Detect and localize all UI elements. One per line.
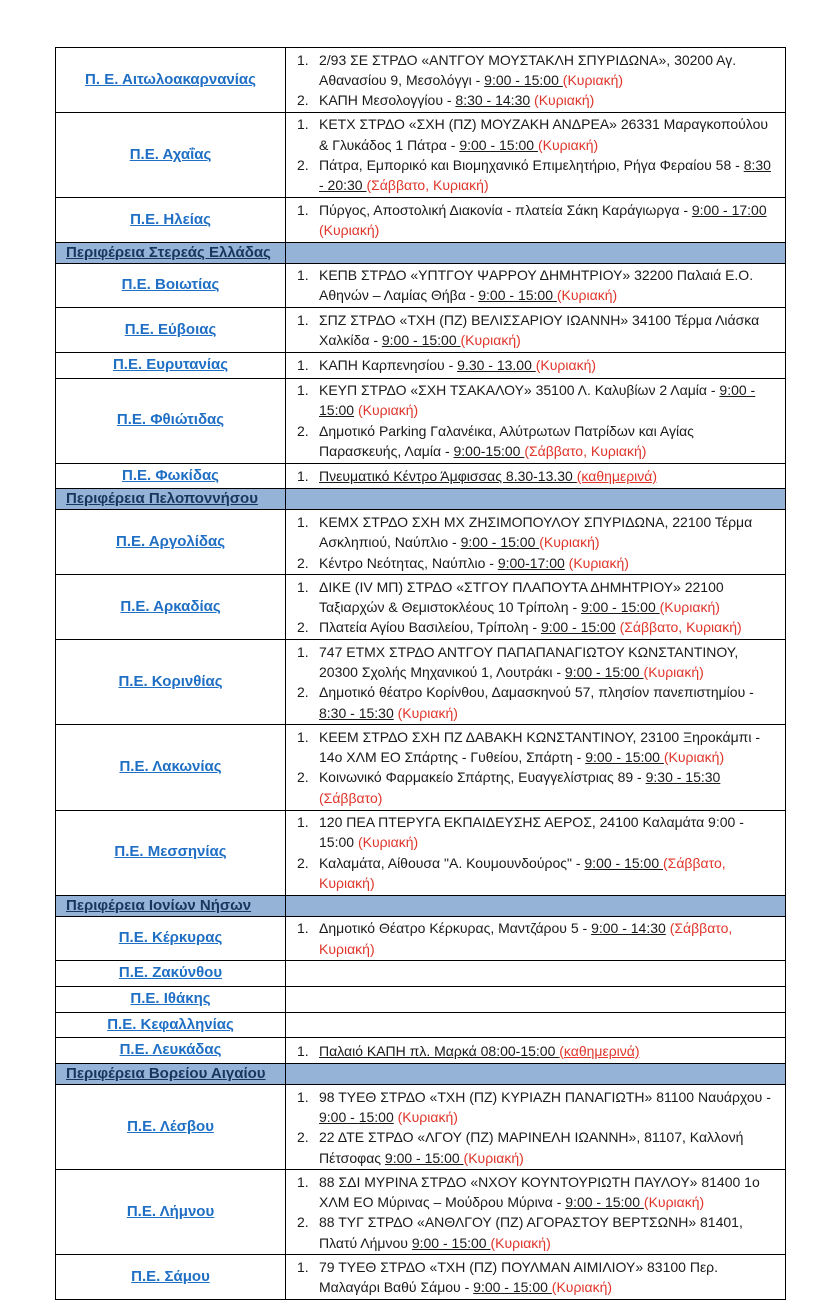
list-item xyxy=(286,466,781,486)
region-cell xyxy=(56,352,286,378)
region-link[interactable]: Π.Ε. Αρκαδίας xyxy=(120,597,221,615)
list-item-number: 1. xyxy=(297,311,309,328)
item-text: ΚΕΠΒ ΣΤΡΔΟ «ΥΠΤΓΟΥ ΨΑΡΡΟΥ ΔΗΜΗΤΡΙΟΥ» 32200 Παλαιά Ε.Ο. Αθηνών – Λαμίας Θήβα - 9:00 - 15:00 (Κυριακή) xyxy=(319,267,754,304)
item-text: Κοινωνικό Φαρμακείο Σπάρτης, Ευαγγελίστριας 89 - 9:30 - 15:30 (Σάββατο) xyxy=(319,769,721,806)
list-item-number: 1. xyxy=(297,920,309,937)
table-row xyxy=(56,263,786,308)
list-item xyxy=(286,355,781,375)
item-text: 98 ΤΥΕΘ ΣΤΡΔΟ «ΤΧΗ (ΠΖ) ΚΥΡΙΑΖΗ ΠΑΝΑΓΙΩΤΗ» 81100 Ναυάρχου - 9:00 - 15:00 (Κυριακή) xyxy=(319,1088,771,1125)
item-text: 88 ΣΔΙ ΜΥΡΙΝΑ ΣΤΡΔΟ «ΝΧΟΥ ΚΟΥΝΤΟΥΡΙΩΤΗ ΠΑΥΛΟΥ» 81400 1ο ΧΛΜ ΕΟ Μύρινας – Μούδρου Μύρινα - 9:00 - 15:00 (Κυριακή) xyxy=(319,1173,760,1211)
list-item xyxy=(286,155,781,196)
section-cell-empty xyxy=(286,242,786,263)
list-item-number: 1. xyxy=(297,643,309,660)
list-item xyxy=(286,918,781,959)
region-cell xyxy=(56,1170,286,1255)
list-item-number: 1. xyxy=(297,51,309,68)
region-link[interactable]: Π.Ε. Ηλείας xyxy=(130,210,211,228)
table-row xyxy=(56,1038,786,1064)
region-cell xyxy=(56,463,286,489)
list-item-number: 1. xyxy=(297,1173,309,1190)
section-label: Περιφέρεια Πελοποννήσου xyxy=(56,489,286,510)
region-cell xyxy=(56,1085,286,1170)
item-text: Κέντρο Νεότητας, Ναύπλιο - 9:00-17:00 (Κυριακή) xyxy=(319,554,629,571)
list-item-number: 1. xyxy=(297,1088,309,1105)
table-row xyxy=(56,378,786,463)
items-cell xyxy=(286,510,786,575)
region-link[interactable]: Π.Ε. Βοιωτίας xyxy=(121,276,220,294)
section-row xyxy=(56,895,786,916)
items-cell xyxy=(286,308,786,353)
items-cell xyxy=(286,463,786,489)
items-cell xyxy=(286,1170,786,1255)
items-cell xyxy=(286,916,786,961)
item-text: 120 ΠΕΑ ΠΤΕΡΥΓΑ ΕΚΠΑΙΔΕΥΣΗΣ ΑΕΡΟΣ, 24100 Καλαμάτα 9:00 - 15:00 (Κυριακή) xyxy=(319,814,744,851)
list-item-number: 1. xyxy=(297,578,309,595)
list-item-number: 2. xyxy=(297,684,309,701)
region-link[interactable]: Π.Ε. Κορινθίας xyxy=(118,672,223,690)
list-item xyxy=(286,1041,781,1061)
region-cell xyxy=(56,308,286,353)
table-row xyxy=(56,48,786,113)
table-row xyxy=(56,916,786,961)
item-text: ΚΕΕΜ ΣΤΡΔΟ ΣΧΗ ΠΖ ΔΑΒΑΚΗ ΚΩΝΣΤΑΝΤΙΝΟΥ, 23100 Ξηροκάμπι - 14ο ΧΛΜ ΕΟ Σπάρτης - Γυθείου, Σπάρτη - 9:00 - 15:00 (Κυριακή) xyxy=(319,728,760,766)
list-item xyxy=(286,812,781,853)
section-label: Περιφέρεια Ιονίων Νήσων xyxy=(56,895,286,916)
list-item xyxy=(286,310,781,351)
list-item xyxy=(286,50,781,91)
list-item-number: 1. xyxy=(297,1258,309,1275)
table-row xyxy=(56,725,786,810)
item-text: Πλατεία Αγίου Βασιλείου, Τρίπολη - 9:00 - 15:00 (Σάββατο, Κυριακή) xyxy=(319,619,742,636)
list-item xyxy=(286,265,781,306)
table-row xyxy=(56,810,786,895)
list-item xyxy=(286,1087,781,1128)
list-item xyxy=(286,682,781,723)
item-text: 79 ΤΥΕΘ ΣΤΡΔΟ «ΤΧΗ (ΠΖ) ΠΟΥΛΜΑΝ ΑΙΜΙΛΙΟΥ» 83100 Περ. Μαλαγάρι Βαθύ Σάμου - 9:00 - 15:00 (Κυριακή) xyxy=(319,1258,719,1296)
table-row xyxy=(56,352,786,378)
list-item xyxy=(286,553,781,573)
section-cell-empty xyxy=(286,489,786,510)
item-text: Πάτρα, Εμπορικό και Βιομηχανικό Επιμελητήριο, Ρήγα Φεραίου 58 - 8:30 - 20:30 (Σάββατο, Κυριακή) xyxy=(319,156,771,194)
item-text: Πύργος, Αποστολική Διακονία - πλατεία Σάκη Καράγιωργα - 9:00 - 17:00 (Κυριακή) xyxy=(319,201,767,238)
list-item xyxy=(286,512,781,553)
items-cell xyxy=(286,263,786,308)
items-cell xyxy=(286,640,786,725)
list-item-number: 2. xyxy=(297,1214,309,1231)
list-item-number: 2. xyxy=(297,92,309,109)
items-cell xyxy=(286,810,786,895)
item-text: Πνευματικό Κέντρο Άμφισσας 8.30-13.30 (καθημερινά) xyxy=(319,467,658,484)
region-link[interactable]: Π.Ε. Φωκίδας xyxy=(122,466,219,484)
section-cell-empty xyxy=(286,1064,786,1085)
list-item-number: 2. xyxy=(297,554,309,571)
region-cell xyxy=(56,961,286,987)
region-cell xyxy=(56,48,286,113)
region-link[interactable]: Π.Ε. Αργολίδας xyxy=(115,533,226,551)
region-link[interactable]: Π.Ε. Λέσβου xyxy=(127,1117,214,1135)
section-cell-empty xyxy=(286,895,786,916)
table-row xyxy=(56,987,786,1013)
region-link[interactable]: Π.Ε. Ευρυτανίας xyxy=(112,355,229,373)
list-item xyxy=(286,114,781,155)
region-link[interactable]: Π.Ε. Ζακύνθου xyxy=(118,964,223,982)
region-cell xyxy=(56,1038,286,1064)
list-item xyxy=(286,200,781,241)
region-link[interactable]: Π.Ε. Κεφαλληνίας xyxy=(107,1015,234,1033)
region-cell xyxy=(56,1255,286,1300)
list-item xyxy=(286,577,781,618)
region-link[interactable]: Π.Ε. Λευκάδας xyxy=(119,1041,222,1059)
region-cell xyxy=(56,378,286,463)
list-item xyxy=(286,853,781,894)
item-text: Δημοτικό Θέατρο Κέρκυρας, Μαντζάρου 5 - 9:00 - 14:30 (Σάββατο, Κυριακή) xyxy=(319,920,733,957)
items-cell xyxy=(286,575,786,640)
region-cell xyxy=(56,916,286,961)
items-cell xyxy=(286,48,786,113)
list-item-number: 1. xyxy=(297,267,309,284)
table-body xyxy=(56,48,786,1300)
region-link[interactable]: Π.Ε. Σάμου xyxy=(131,1267,210,1285)
list-item-number: 2. xyxy=(297,619,309,636)
item-text: 2/93 ΣΕ ΣΤΡΔΟ «ΑΝΤΓΟΥ ΜΟΥΣΤΑΚΛΗ ΣΠΥΡΙΔΩΝΑ», 30200 Αγ. Αθανασίου 9, Μεσολόγγι - 9:00 - 15:00 (Κυριακή) xyxy=(319,51,737,88)
section-row xyxy=(56,1064,786,1085)
region-link[interactable]: Π.Ε. Κέρκυρας xyxy=(118,929,223,947)
list-item-number: 1. xyxy=(297,382,309,399)
list-item xyxy=(286,642,781,683)
region-link[interactable]: Π.Ε. Λακωνίας xyxy=(119,758,222,776)
items-cell xyxy=(286,987,786,1013)
list-item-number: 2. xyxy=(297,156,309,173)
list-item xyxy=(286,767,781,808)
item-text: ΚΑΠΗ Καρπενησίου - 9.30 - 13.00 (Κυριακή) xyxy=(319,357,597,374)
item-text: Δημοτικό θέατρο Κορίνθου, Δαμασκηνού 57, πλησίον πανεπιστημίου - 8:30 - 15:30 (Κυριακή) xyxy=(319,684,754,721)
list-item xyxy=(286,1212,781,1253)
distribution-points-table xyxy=(55,47,786,1300)
section-row xyxy=(56,489,786,510)
region-cell xyxy=(56,510,286,575)
list-item-number: 1. xyxy=(297,116,309,133)
region-cell xyxy=(56,263,286,308)
list-item-number: 1. xyxy=(297,1042,309,1059)
table-row xyxy=(56,1012,786,1038)
list-item-number: 1. xyxy=(297,814,309,831)
items-cell xyxy=(286,378,786,463)
region-cell xyxy=(56,575,286,640)
items-cell xyxy=(286,1038,786,1064)
items-cell xyxy=(286,198,786,243)
region-link[interactable]: Π.Ε. Λήμνου xyxy=(126,1203,215,1221)
section-row xyxy=(56,242,786,263)
region-link[interactable]: Π.Ε. Αχαΐας xyxy=(129,145,212,163)
table-row xyxy=(56,1085,786,1170)
list-item xyxy=(286,90,781,110)
item-text: 88 ΤΥΓ ΣΤΡΔΟ «ΑΝΘΛΓΟΥ (ΠΖ) ΑΓΟΡΑΣΤΟΥ ΒΕΡΤΣΩΝΗ» 81401, Πλατύ Λήμνου 9:00 - 15:00 (Κυριακή) xyxy=(319,1214,743,1251)
items-cell xyxy=(286,1255,786,1300)
item-text: ΚΕΥΠ ΣΤΡΔΟ «ΣΧΗ ΤΣΑΚΑΛΟΥ» 35100 Λ. Καλυβίων 2 Λαμία - 9:00 - 15:00 (Κυριακή) xyxy=(319,382,756,419)
items-cell xyxy=(286,725,786,810)
region-link[interactable]: Π.Ε. Ιθάκης xyxy=(130,990,211,1008)
list-item xyxy=(286,1127,781,1168)
list-item xyxy=(286,617,781,637)
item-text: Καλαμάτα, Αίθουσα "Α. Κουμουνδούρος" - 9:00 - 15:00 (Σάββατο, Κυριακή) xyxy=(319,854,726,891)
table-row xyxy=(56,575,786,640)
region-link[interactable]: Π. Ε. Αιτωλοακαρνανίας xyxy=(85,70,256,88)
table-row xyxy=(56,308,786,353)
item-text: ΚΕΜΧ ΣΤΡΔΟ ΣΧΗ ΜΧ ΖΗΣΙΜΟΠΟΥΛΟΥ ΣΠΥΡΙΔΩΝΑ, 22100 Τέρμα Ασκληπιού, Ναύπλιο - 9:00 - 15:00 (Κυριακή) xyxy=(319,513,753,551)
item-text: ΣΠΖ ΣΤΡΔΟ «ΤΧΗ (ΠΖ) ΒΕΛΙΣΣΑΡΙΟΥ ΙΩΑΝΝΗ» 34100 Τέρμα Λιάσκα Χαλκίδα - 9:00 - 15:00 (Κυριακή) xyxy=(319,311,760,349)
list-item-number: 1. xyxy=(297,513,309,530)
section-label: Περιφέρεια Βορείου Αιγαίου xyxy=(56,1064,286,1085)
item-text: 22 ΔΤΕ ΣΤΡΔΟ «ΛΓΟΥ (ΠΖ) ΜΑΡΙΝΕΛΗ ΙΩΑΝΝΗ», 81107, Καλλονή Πέτσοφας 9:00 - 15:00 (Κυριακή) xyxy=(319,1129,744,1166)
items-cell xyxy=(286,961,786,987)
list-item-number: 1. xyxy=(297,357,309,374)
list-item-number: 2. xyxy=(297,1129,309,1146)
item-text: ΚΕΤΧ ΣΤΡΔΟ «ΣΧΗ (ΠΖ) ΜΟΥΖΑΚΗ ΑΝΔΡΕΑ» 26331 Μαραγκοπούλου & Γλυκάδος 1 Πάτρα - 9:00 - 15:00 (Κυριακή) xyxy=(319,116,769,153)
items-cell xyxy=(286,1012,786,1038)
list-item xyxy=(286,380,781,421)
list-item xyxy=(286,1257,781,1298)
item-text: ΚΑΠΗ Μεσολογγίου - 8:30 - 14:30 (Κυριακή) xyxy=(319,92,595,109)
item-text: ΔΙΚΕ (IV ΜΠ) ΣΤΡΔΟ «ΣΤΓΟΥ ΠΛΑΠΟΥΤΑ ΔΗΜΗΤΡΙΟΥ» 22100 Ταξιαρχών & Θεμιστοκλέους 10 Τρίπολη - 9:00 - 15:00 (Κυριακή) xyxy=(319,578,724,616)
region-cell xyxy=(56,725,286,810)
region-cell xyxy=(56,640,286,725)
table-row xyxy=(56,112,786,197)
items-cell xyxy=(286,352,786,378)
region-cell xyxy=(56,112,286,197)
region-cell xyxy=(56,987,286,1013)
section-label: Περιφέρεια Στερεάς Ελλάδας xyxy=(56,242,286,263)
list-item xyxy=(286,421,781,462)
list-item-number: 2. xyxy=(297,769,309,786)
table-row xyxy=(56,1170,786,1255)
item-text: Παλαιό ΚΑΠΗ πλ. Μαρκά 08:00-15:00 (καθημερινά) xyxy=(319,1042,640,1059)
region-cell xyxy=(56,1012,286,1038)
region-link[interactable]: Π.Ε. Εύβοιας xyxy=(124,320,217,338)
list-item-number: 2. xyxy=(297,854,309,871)
list-item-number: 2. xyxy=(297,422,309,439)
item-text: Δημοτικό Parking Γαλανέικα, Αλύτρωτων Πατρίδων και Αγίας Παρασκευής, Λαμία - 9:00-15:00 (Σάββατο, Κυριακή) xyxy=(319,422,694,459)
list-item-number: 1. xyxy=(297,201,309,218)
table-row xyxy=(56,463,786,489)
items-cell xyxy=(286,1085,786,1170)
list-item xyxy=(286,727,781,768)
list-item xyxy=(286,1172,781,1213)
list-item-number: 1. xyxy=(297,467,309,484)
region-link[interactable]: Π.Ε. Μεσσηνίας xyxy=(114,843,227,861)
table-row xyxy=(56,198,786,243)
table-row xyxy=(56,1255,786,1300)
table-row xyxy=(56,640,786,725)
item-text: 747 ΕΤΜΧ ΣΤΡΔΟ ΑΝΤΓΟΥ ΠΑΠΑΠΑΝΑΓΙΩΤΟΥ ΚΩΝΣΤΑΝΤΙΝΟΥ, 20300 Σχολής Μηχανικού 1, Λουτράκι - 9:00 - 15:00 (Κυριακή) xyxy=(319,643,739,680)
table-row xyxy=(56,961,786,987)
region-cell xyxy=(56,198,286,243)
region-cell xyxy=(56,810,286,895)
region-link[interactable]: Π.Ε. Φθιώτιδας xyxy=(116,411,225,429)
list-item-number: 1. xyxy=(297,728,309,745)
items-cell xyxy=(286,112,786,197)
table-row xyxy=(56,510,786,575)
